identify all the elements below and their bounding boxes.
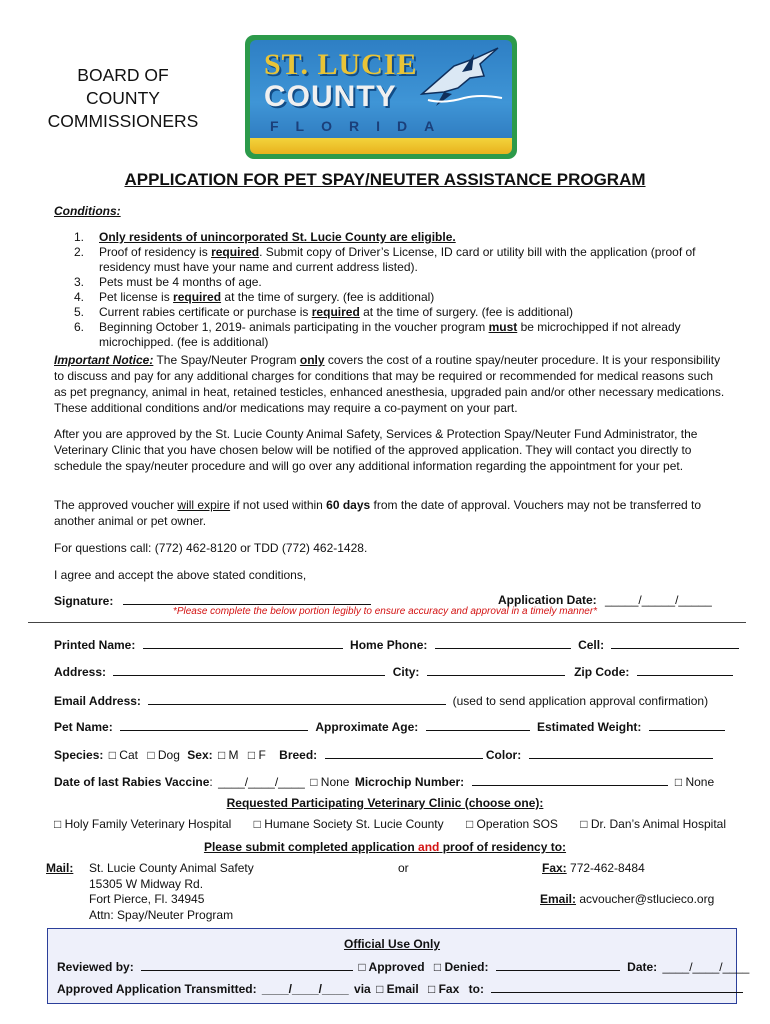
condition-number: 5. [74, 305, 85, 319]
printed-name-field[interactable] [143, 637, 343, 649]
cat-checkbox[interactable]: □ Cat [108, 748, 138, 762]
age-field[interactable] [426, 719, 530, 731]
cell-label: Cell: [578, 638, 605, 652]
condition-text: be microchipped if not already microchipped. (fee is additional) [99, 320, 681, 349]
voucher-days: 60 days [326, 498, 371, 512]
city-label: City: [392, 665, 420, 679]
color-field[interactable] [529, 747, 713, 759]
condition-item [74, 230, 734, 245]
condition-emphasis: required [311, 305, 360, 319]
email-row [54, 693, 722, 708]
condition-text: Only residents of unincorporated St. Lucie County are eligible. [99, 230, 456, 244]
condition-item [74, 275, 734, 290]
page-title: APPLICATION FOR PET SPAY/NEUTER ASSISTANCE PROGRAM [124, 170, 646, 189]
condition-item [74, 245, 734, 275]
mail-line-2: 15305 W Midway Rd. [89, 876, 204, 891]
signature-field[interactable] [123, 593, 371, 605]
rabies-label: Date of last Rabies Vaccine [54, 775, 210, 789]
sex-label: Sex: [187, 748, 213, 762]
submit-and: and [418, 840, 440, 854]
male-checkbox[interactable]: □ M [217, 748, 239, 762]
clinic-option-humane-society[interactable]: □ Humane Society St. Lucie County [253, 817, 444, 831]
voucher-paragraph [54, 497, 728, 529]
condition-text: Proof of residency is [99, 245, 212, 259]
condition-number: 3. [74, 275, 85, 289]
microchip-label: Microchip Number: [354, 775, 465, 789]
submit-text: Please submit completed application [203, 840, 419, 854]
condition-number: 1. [74, 230, 85, 244]
mail-line-1: St. Lucie County Animal Safety [89, 861, 254, 875]
transmitted-label: Approved Application Transmitted: [57, 982, 257, 996]
conditions-heading: Conditions: [54, 204, 121, 218]
logo-florida: FLORIDA [270, 118, 452, 134]
pet-name-field[interactable] [120, 719, 308, 731]
condition-emphasis: required [211, 245, 260, 259]
application-date-label: Application Date: [498, 593, 597, 607]
pet-name-label: Pet Name: [54, 720, 113, 734]
species-row [54, 747, 722, 762]
female-checkbox[interactable]: □ F [247, 748, 266, 762]
logo-wave [250, 138, 512, 154]
weight-label: Estimated Weight: [536, 720, 642, 734]
conditions-list [74, 230, 734, 350]
voucher-text: The approved voucher [54, 498, 178, 512]
signature-label: Signature: [54, 594, 114, 608]
reviewed-by-field[interactable] [141, 959, 353, 971]
denied-field[interactable] [496, 959, 620, 971]
via-email-checkbox[interactable]: □ Email [376, 982, 419, 996]
printed-name-label: Printed Name: [54, 638, 136, 652]
marlin-icon [414, 46, 504, 108]
questions-line: For questions call: (772) 462-8120 or TDD (772) 462-1428. [54, 541, 368, 555]
transmitted-to-field[interactable] [491, 981, 743, 993]
email-field[interactable] [148, 693, 446, 705]
voucher-expire: will expire [177, 498, 231, 512]
fax-label: Fax: [542, 861, 567, 875]
important-notice [54, 352, 728, 416]
fax-number: 772-462-8484 [566, 861, 645, 875]
important-notice-label: Important Notice: [54, 353, 154, 367]
board-line-2: COUNTY [86, 88, 160, 108]
zip-label: Zip Code: [574, 665, 630, 679]
official-date-label: Date: [627, 960, 658, 974]
clinic-option-operation-sos[interactable]: □ Operation SOS [465, 817, 558, 831]
rabies-none-checkbox[interactable]: □ None [310, 775, 350, 789]
mail-line-3: Fort Pierce, Fl. 34945 [89, 892, 205, 906]
rabies-colon: : [209, 775, 213, 789]
microchip-none-checkbox[interactable]: □ None [674, 775, 715, 789]
microchip-field[interactable] [472, 774, 668, 786]
official-use-heading: Official Use Only [343, 937, 441, 951]
condition-text: Pets must be 4 months of age. [99, 275, 262, 289]
age-label: Approximate Age: [315, 720, 419, 734]
email-contact-line [540, 892, 714, 906]
legibility-note: *Please complete the below portion legibly to ensure accuracy and approval in a timely manner* [172, 606, 598, 617]
rabies-row [54, 774, 722, 789]
official-date-field[interactable]: ____/____/____ [662, 960, 750, 974]
cell-field[interactable] [611, 637, 739, 649]
clinic-options [54, 817, 726, 831]
condition-text: Beginning October 1, 2019- animals participating in the voucher program [99, 320, 489, 334]
contact-email-label: Email: [540, 892, 577, 906]
agree-line: I agree and accept the above stated conditions, [54, 568, 307, 582]
city-field[interactable] [427, 664, 565, 676]
home-phone-label: Home Phone: [350, 638, 428, 652]
transmitted-date-field[interactable]: ____/____/____ [261, 982, 349, 996]
weight-field[interactable] [649, 719, 725, 731]
condition-emphasis: required [173, 290, 222, 304]
notice-emphasis: only [299, 353, 325, 367]
address-field[interactable] [113, 664, 385, 676]
breed-field[interactable] [325, 747, 483, 759]
email-note: (used to send application approval confirmation) [452, 694, 709, 708]
condition-emphasis: must [488, 320, 518, 334]
approval-paragraph: After you are approved by the St. Lucie County Animal Safety, Services & Protection Spay/Neuter Fund Administrator, the Veterinary Clinic that you have chosen below will be notified of the approved application. They will contact you directly to schedule the spay/neuter procedure and will go over any additional information regarding the appointment for your pet. [54, 427, 698, 473]
email-label: Email Address: [54, 694, 141, 708]
home-phone-field[interactable] [435, 637, 571, 649]
via-label: via [354, 982, 371, 996]
mail-label: Mail: [46, 861, 74, 875]
condition-text: at the time of surgery. (fee is additional) [359, 305, 573, 319]
address-row [54, 664, 722, 679]
condition-text: Current rabies certificate or purchase is [99, 305, 312, 319]
or-text: or [398, 861, 409, 875]
official-use-box [47, 928, 750, 1004]
approved-checkbox[interactable]: □ Approved [358, 960, 425, 974]
section-divider [28, 622, 746, 623]
condition-text: . Submit copy of Driver’s License, ID card or utility bill with the application (proof of residency must have your name and current address listed). [99, 245, 696, 274]
condition-number: 4. [74, 290, 85, 304]
pet-row [54, 719, 722, 734]
logo-st-lucie: ST. LUCIE [264, 48, 418, 81]
name-phone-row [54, 637, 722, 652]
condition-item [74, 305, 734, 320]
condition-number: 2. [74, 245, 85, 259]
condition-text: Pet license is [99, 290, 174, 304]
st-lucie-county-logo [245, 35, 517, 159]
fax-line [542, 861, 645, 875]
submit-instructions [0, 840, 770, 854]
rabies-date-field[interactable]: ____/____/____ [218, 775, 305, 789]
via-fax-checkbox[interactable]: □ Fax [428, 982, 460, 996]
clinic-option-holy-family[interactable]: □ Holy Family Veterinary Hospital [54, 817, 232, 831]
zip-field[interactable] [637, 664, 733, 676]
dog-checkbox[interactable]: □ Dog [147, 748, 180, 762]
clinic-heading: Requested Participating Veterinary Clinic (choose one): [226, 796, 544, 810]
logo-county: COUNTY [264, 80, 397, 113]
mail-line-4: Attn: Spay/Neuter Program [89, 907, 234, 922]
board-line-3: COMMISSIONERS [47, 111, 199, 131]
mail-address [89, 861, 254, 923]
notice-text: covers the cost of a routine spay/neuter procedure. It is your responsibility to discuss and pay for any additional charges for conditions that may be required or recommended for medical reasons such as pet pregnancy, animal in heat, retained testicles, enhanced anesthesia, upgraded pain and/or other necessary medications. These additional conditions and/or medications may require a co-payment on your part. [54, 353, 725, 415]
denied-checkbox[interactable]: □ Denied: [433, 960, 489, 974]
logo-panel [250, 40, 512, 154]
color-label: Color: [485, 748, 522, 762]
reviewed-row [57, 959, 749, 974]
voucher-text: if not used within [230, 498, 327, 512]
transmitted-row [57, 981, 743, 996]
board-line-1: BOARD OF [77, 65, 169, 85]
condition-item [74, 290, 734, 305]
to-label: to: [468, 982, 484, 996]
submit-text: proof of residency to: [439, 840, 567, 854]
reviewed-by-label: Reviewed by: [57, 960, 134, 974]
board-of-county-commissioners [30, 64, 216, 133]
address-label: Address: [54, 665, 107, 679]
condition-text: at the time of surgery. (fee is additional) [221, 290, 435, 304]
condition-item [74, 320, 734, 350]
condition-number: 6. [74, 320, 85, 334]
voucher-text: from the date of approval. Vouchers may not be transferred to another animal or pet owner. [54, 498, 702, 528]
species-label: Species: [54, 748, 104, 762]
clinic-option-dr-dans[interactable]: □ Dr. Dan’s Animal Hospital [580, 817, 726, 831]
contact-email-link[interactable]: acvoucher@stlucieco.org [576, 892, 715, 906]
notice-text: The Spay/Neuter Program [153, 353, 300, 367]
application-date-field[interactable]: _____/_____/_____ [605, 593, 712, 607]
breed-label: Breed: [279, 748, 318, 762]
